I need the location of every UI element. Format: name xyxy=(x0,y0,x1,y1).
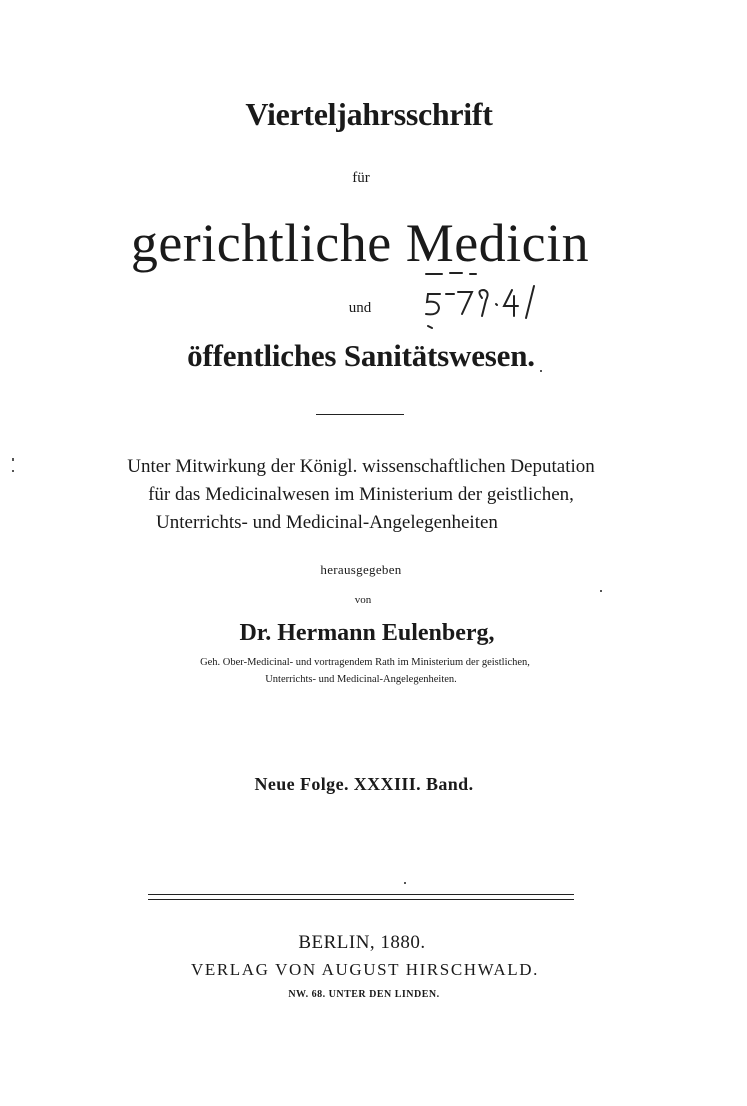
scan-speck xyxy=(600,590,602,592)
herausgegeben-label: herausgegeben xyxy=(320,562,402,577)
short-divider xyxy=(316,414,404,415)
editor-affiliation-line-2: Unterrichts- und Medicinal-Angelegenheiten. xyxy=(265,674,457,685)
connector-und: und xyxy=(348,300,372,316)
scan-speck xyxy=(12,470,14,472)
double-divider xyxy=(148,894,574,900)
collaboration-line-2: für das Medicinalwesen im Ministerium der geistlichen, xyxy=(148,484,574,505)
publisher: VERLAG VON AUGUST HIRSCHWALD. xyxy=(190,960,539,979)
scan-speck xyxy=(12,458,14,461)
place-year: BERLIN, 1880. xyxy=(298,932,426,953)
editor-affiliation-line-1: Geh. Ober-Medicinal- und vortragendem Rath im Ministerium der geistlichen, xyxy=(200,657,530,668)
scan-speck xyxy=(404,882,406,884)
scan-speck xyxy=(540,370,542,372)
editor-name: Dr. Hermann Eulenberg, xyxy=(239,620,495,646)
handwritten-shelfmark xyxy=(422,270,562,332)
collaboration-line-1: Unter Mitwirkung der Königl. wissenschaftlichen Deputation xyxy=(127,456,595,477)
subject-gerichtliche-medicin: gerichtliche Medicin xyxy=(130,213,590,273)
volume-label: Neue Folge. XXXIII. Band. xyxy=(254,774,474,794)
von-label: von xyxy=(354,594,372,606)
subject-oeffentliches-sanitaetswesen: öffentliches Sanitätswesen. xyxy=(187,338,535,373)
publisher-address: NW. 68. UNTER DEN LINDEN. xyxy=(288,989,440,1000)
collaboration-line-3: Unterrichts- und Medicinal-Angelegenheiten xyxy=(156,512,498,533)
connector-fuer: für xyxy=(352,170,370,186)
journal-title: Vierteljahrsschrift xyxy=(245,96,493,132)
